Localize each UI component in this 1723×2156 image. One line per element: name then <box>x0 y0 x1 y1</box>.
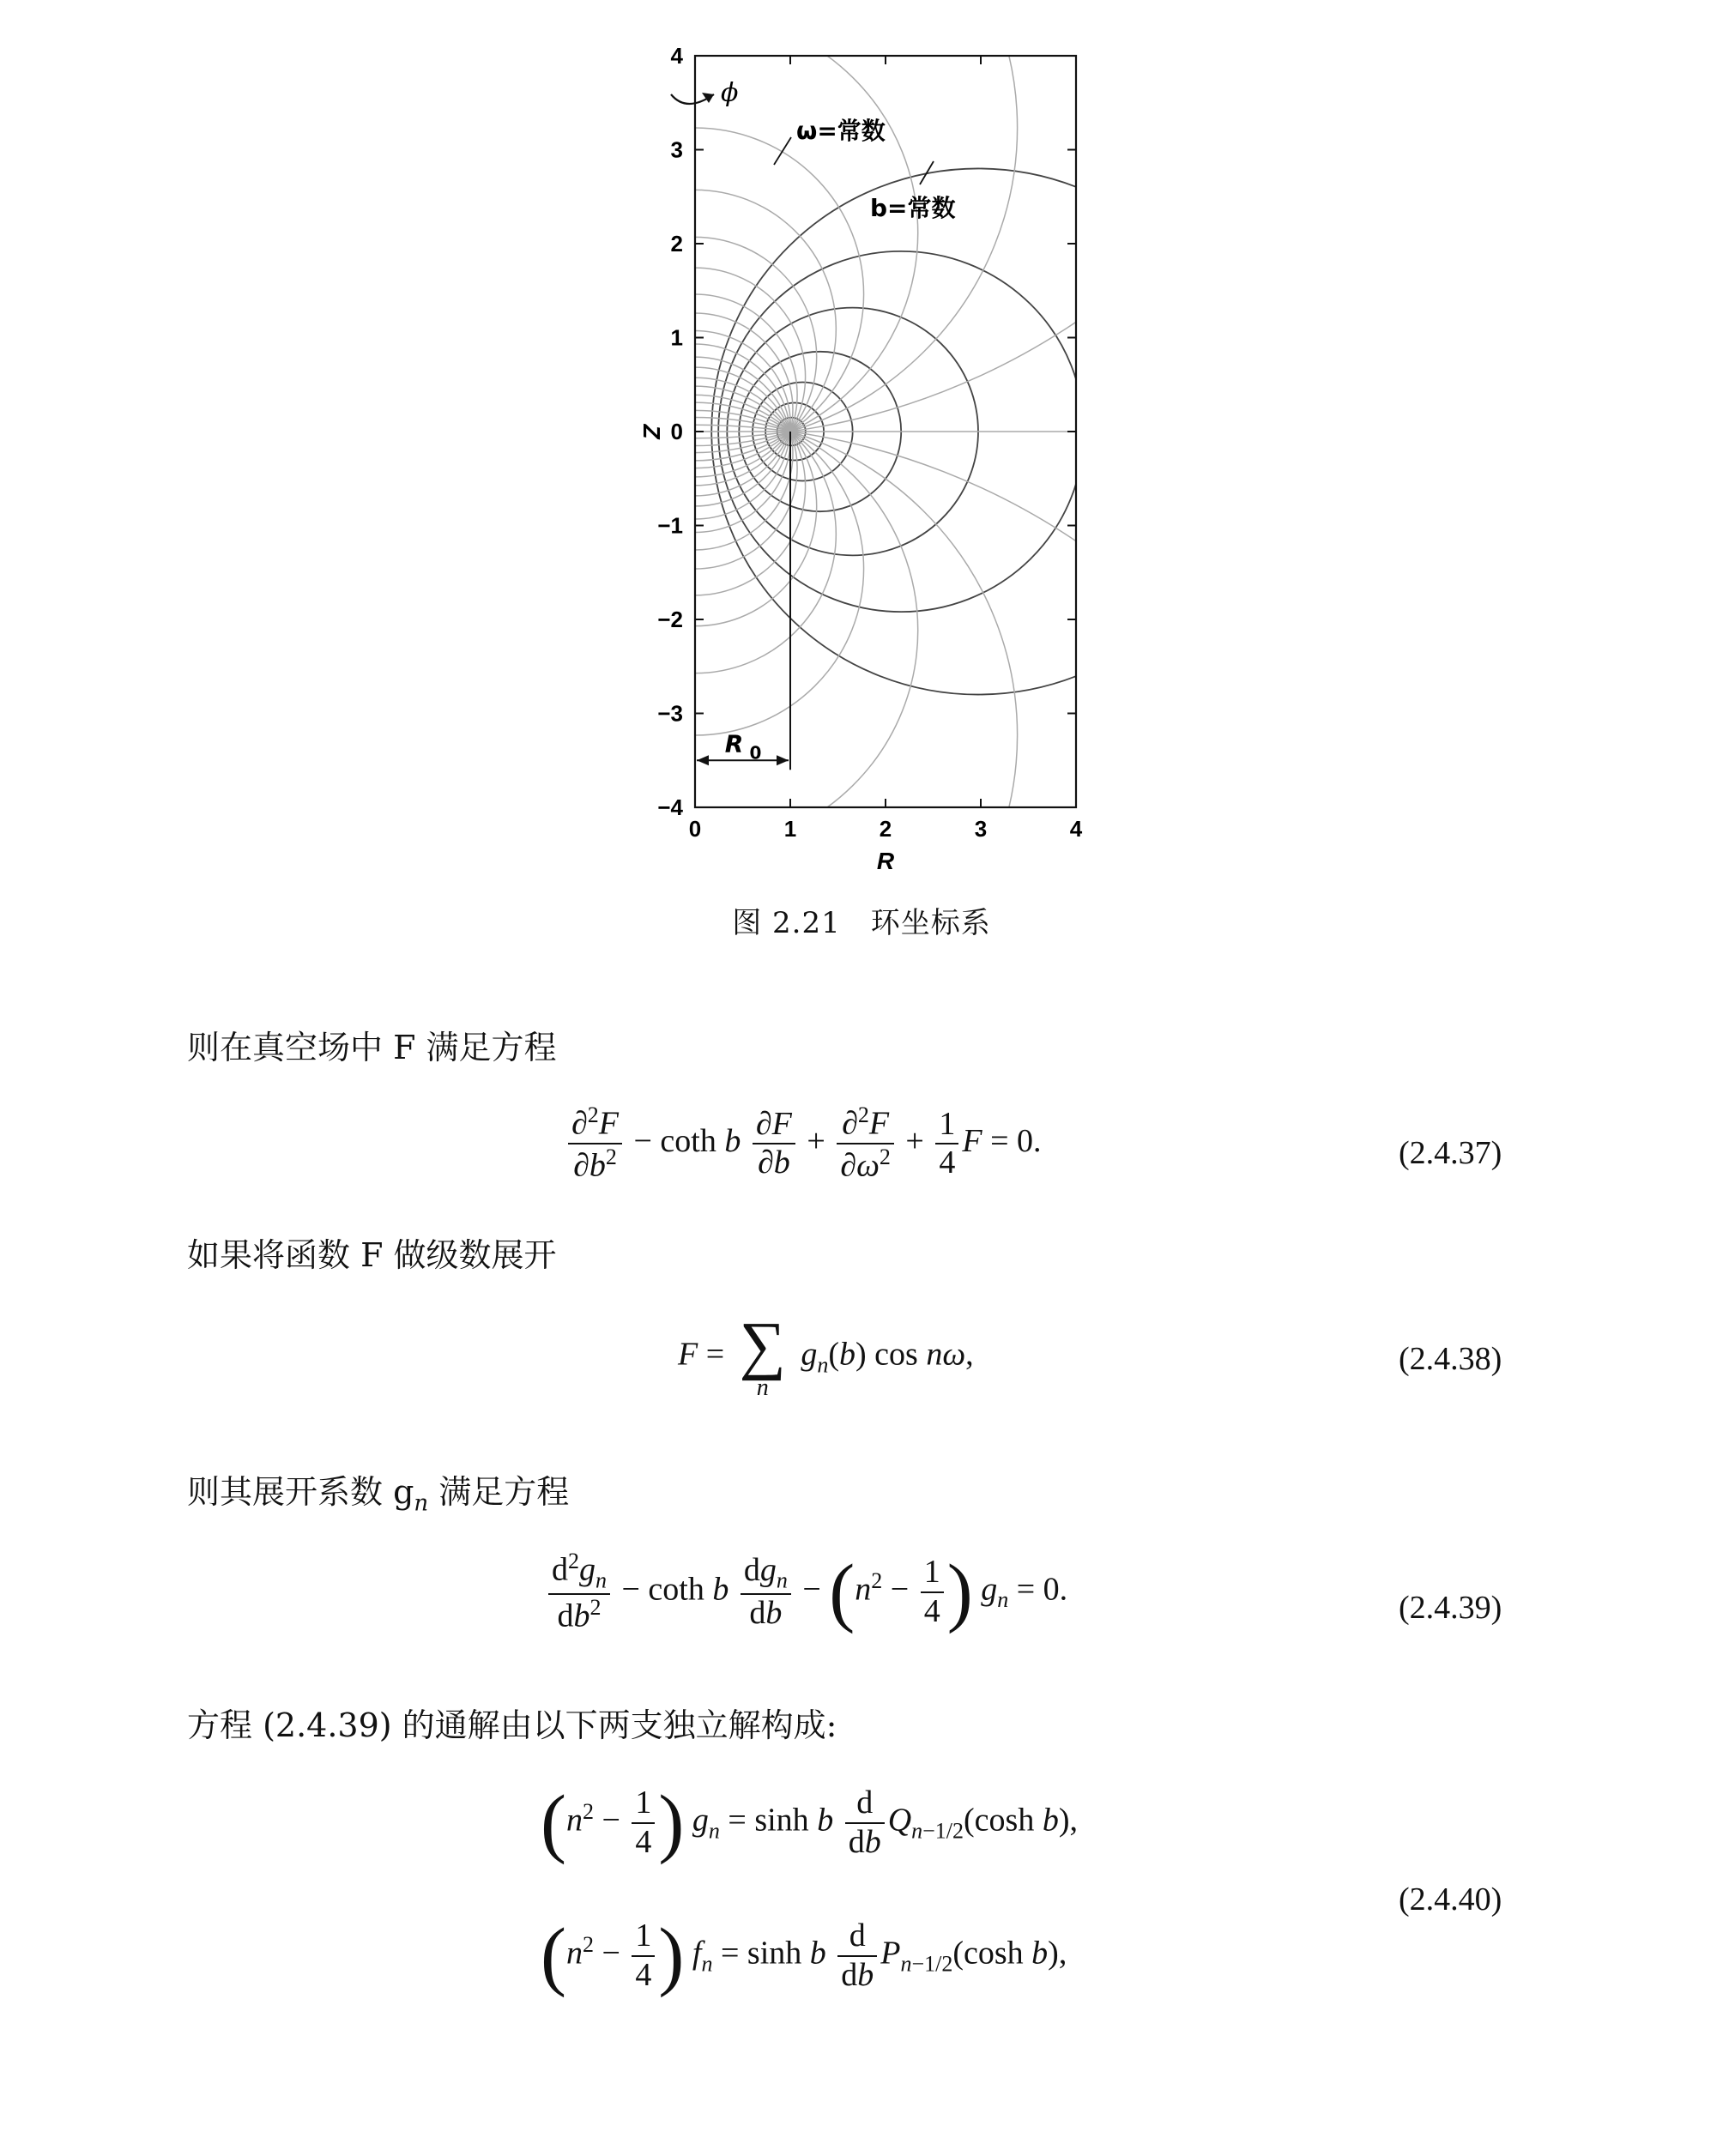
y-tick-label-6: −2 <box>657 607 683 632</box>
paragraph-1: 则在真空场中 F 满足方程 <box>187 1029 557 1066</box>
x-tick-label-0: 0 <box>688 816 702 842</box>
figure-caption: 图 2.21 环坐标系 <box>732 906 991 940</box>
equation-2-4-40-a: ($n^2$ − $\frac{1}{4}$ ) $g_n = \sinh b$ $\frac{d}{db}$ $Q_{n-1/2}(\cosh$ b), <box>541 1780 1078 1865</box>
phi-arrowhead <box>702 93 714 103</box>
b-label: b=常数 <box>870 194 956 222</box>
y-tick-label-0: 4 <box>670 43 683 69</box>
y-tick-label-7: −3 <box>657 700 683 727</box>
equation-number-37: (2.4.37) <box>1399 1135 1502 1171</box>
y-tick-label-4: 0 <box>670 419 683 444</box>
omega-label: ω=常数 <box>796 117 886 145</box>
x-tick-label-4: 4 <box>1069 816 1083 842</box>
y-axis-label: Z <box>638 424 665 439</box>
paragraph-2: 如果将函数 F 做级数展开 <box>187 1236 557 1274</box>
toroidal-coordinates-figure <box>601 34 1133 901</box>
x-tick-label-1: 1 <box>783 816 797 842</box>
r0-arrowhead-left <box>697 755 709 765</box>
phi-label: ϕ <box>721 78 739 108</box>
equation-number-38: (2.4.38) <box>1399 1341 1502 1377</box>
paragraph-4: 方程 (2.4.39) 的通解由以下两支独立解构成: <box>187 1706 837 1744</box>
y-tick-label-2: 2 <box>670 231 683 257</box>
paragraph-3 <box>187 1465 569 1517</box>
y-tick-label-3: 1 <box>670 324 683 351</box>
r0-label: R <box>724 729 744 758</box>
equation-2-4-39: $\frac{d^2g_n}{db^2}$ − coth b $\frac{dg_n}{db}$ − ($n^2$ − $\frac{1}{4}$ ) $g_n = 0$. <box>545 1549 1067 1635</box>
omega-constant-circle-8 <box>601 410 918 849</box>
equation-number-40: (2.4.40) <box>1399 1881 1502 1917</box>
y-tick-label-1: 3 <box>670 136 683 163</box>
x-tick-label-3: 3 <box>974 816 988 842</box>
paragraph-3-tail: 满足方程 <box>428 1473 570 1511</box>
r0-arrowhead-right <box>777 755 789 765</box>
equation-number-39: (2.4.39) <box>1399 1590 1502 1626</box>
omega-constant-circle-0 <box>601 34 1018 446</box>
omega-constant-circle-10 <box>601 417 1018 901</box>
equation-2-4-40-b: ($n^2$ − $\frac{1}{4}$ ) $f_n = \sinh b$ $\frac{d}{db}$ $P_{n-1/2}(\cosh$ b), <box>541 1913 1067 1998</box>
omega-constant-circle-11 <box>601 402 864 735</box>
x-tick-label-2: 2 <box>879 816 892 842</box>
y-tick-label-8: −4 <box>657 794 683 820</box>
paragraph-3-subscript: n <box>414 1490 429 1517</box>
omega-constant-circle-1 <box>601 128 864 461</box>
y-tick-label-5: −1 <box>657 512 683 539</box>
r0-label-subscript: 0 <box>749 742 762 764</box>
equation-2-4-37: $\frac{\partial^2F}{\partial b^2}$ − coth b $\frac{\partial F}{\partial b}$ + $\frac{\partial^2F}{\partial\omega^2}$ + $\frac{1}{4}$ F = 0. <box>565 1102 1042 1186</box>
x-axis-label: R <box>876 848 895 874</box>
equation-2-4-38: F = ∑ n $g_n(b)$ cos nω, <box>678 1309 974 1401</box>
paragraph-3-text: 则其展开系数 g <box>187 1473 414 1511</box>
omega-label-leader <box>774 137 791 165</box>
